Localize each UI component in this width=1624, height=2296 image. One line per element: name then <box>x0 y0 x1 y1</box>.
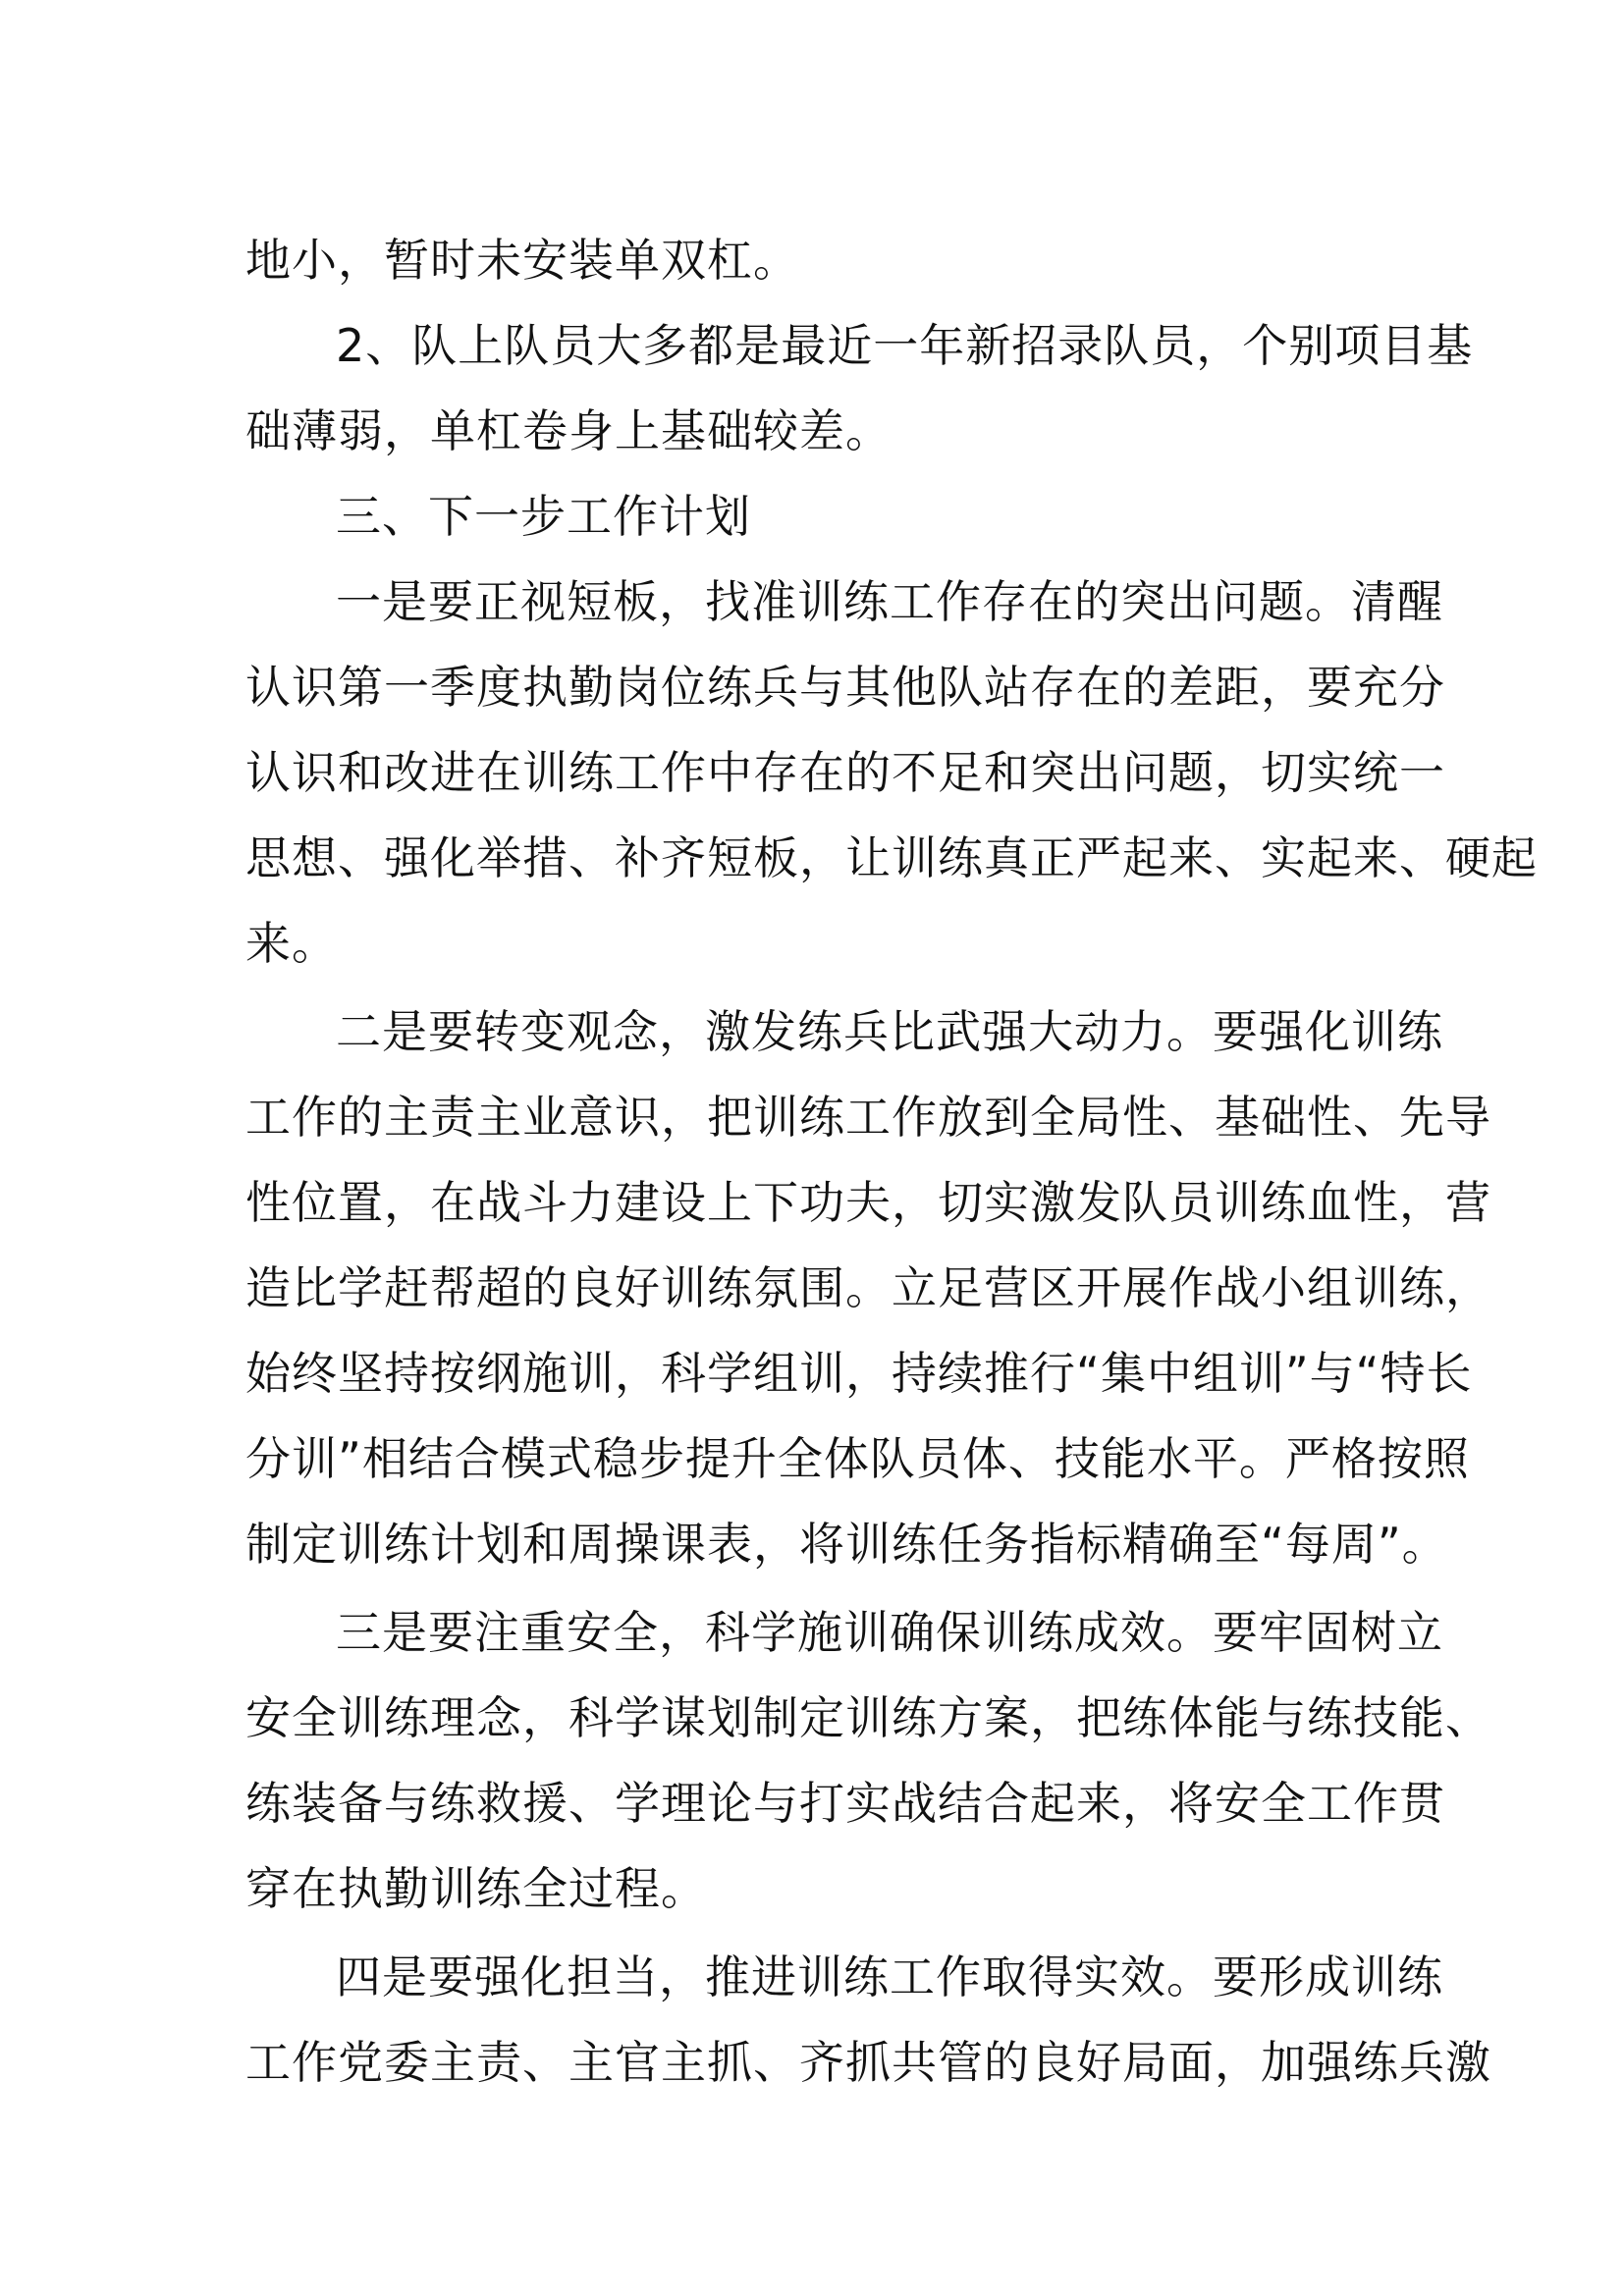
text-line: 始终坚持按纲施训，科学组训，持续推行“集中组训”与“特长 <box>245 1347 1473 1400</box>
text-line: 2、队上队员大多都是最近一年新招录队员，个别项目基 <box>336 319 1474 372</box>
text-line: 础薄弱，单杠卷身上基础较差。 <box>245 404 892 457</box>
text-line: 造比学赶帮超的良好训练氛围。立足营区开展作战小组训练， <box>245 1261 1491 1314</box>
section-heading: 三、下一步工作计划 <box>336 490 751 543</box>
text-line: 一是要正视短板，找准训练工作存在的突出问题。清醒 <box>336 575 1443 628</box>
text-line: 认识和改进在训练工作中存在的不足和突出问题，切实统一 <box>245 746 1445 799</box>
text-line: 安全训练理念，科学谋划制定训练方案，把练体能与练技能、 <box>245 1691 1491 1744</box>
text-line: 来。 <box>245 917 338 970</box>
text-line: 地小，暂时未安装单双杠。 <box>245 234 799 287</box>
text-line: 工作党委主责、主官主抓、齐抓共管的良好局面，加强练兵激 <box>245 2036 1491 2089</box>
text-line: 四是要强化担当，推进训练工作取得实效。要形成训练 <box>336 1950 1443 2003</box>
text-line: 认识第一季度执勤岗位练兵与其他队站存在的差距，要充分 <box>245 661 1445 714</box>
text-line: 性位置，在战斗力建设上下功夫，切实激发队员训练血性，营 <box>245 1176 1491 1229</box>
text-line: 思想、强化举措、补齐短板，让训练真正严起来、实起来、硬起 <box>245 831 1538 884</box>
text-line: 工作的主责主业意识，把训练工作放到全局性、基础性、先导 <box>245 1091 1491 1144</box>
text-line: 练装备与练救援、学理论与打实战结合起来，将安全工作贯 <box>245 1777 1445 1830</box>
text-line: 分训”相结合模式稳步提升全体队员体、技能水平。严格按照 <box>245 1432 1470 1485</box>
text-line: 三是要注重安全，科学施训确保训练成效。要牢固树立 <box>336 1606 1443 1659</box>
text-line: 穿在执勤训练全过程。 <box>245 1862 707 1915</box>
body-text <box>245 218 1538 2106</box>
text-line: 制定训练计划和周操课表，将训练任务指标精确至“每周”。 <box>245 1518 1448 1571</box>
text-line: 二是要转变观念，激发练兵比武强大动力。要强化训练 <box>336 1005 1443 1058</box>
